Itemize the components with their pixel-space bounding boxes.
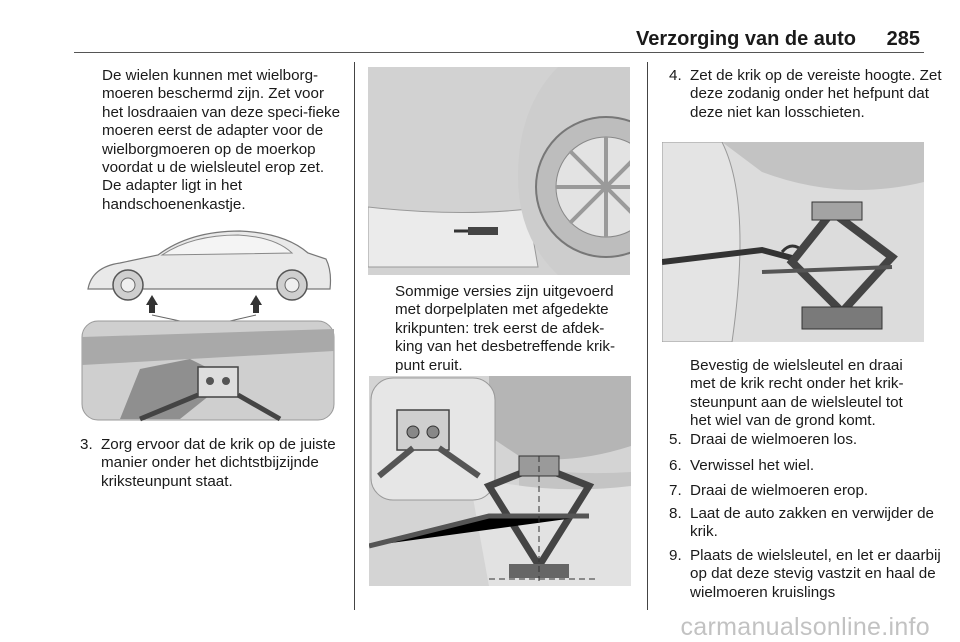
page-number: 285	[886, 28, 920, 50]
page-header	[74, 28, 924, 53]
step-number: 4.	[669, 67, 682, 84]
step-9	[669, 547, 952, 602]
step-3	[80, 436, 366, 491]
step-number: 5.	[669, 431, 682, 448]
step-text: Draai de wielmoeren los.	[690, 431, 858, 448]
step-6	[669, 457, 952, 475]
step-number: 9.	[669, 547, 682, 564]
note-paragraph: Sommige versies zijn uitgevoerd met dorpelplaten met afgedekte krikpunten: trek eerst de afdek-king van het desbetreffende krik-punt eruit.	[395, 283, 616, 374]
step-number: 6.	[669, 457, 682, 474]
jack-wheel-wrench-illustration	[662, 142, 924, 342]
step-text: Zorg ervoor dat de krik op de juiste manier onder het dichtstbijzijnde kriksteunpunt staat.	[101, 436, 336, 490]
intro-paragraph: De wielen kunnen met wielborg-moeren beschermd zijn. Zet voor het losdraaien van deze speci-fieke moeren eerst de adapter voor de wielborgmoeren op de moerkop voordat u de wielsleutel erop zet. De adapter ligt in het handschoenenkastje.	[102, 67, 341, 213]
step-text: Laat de auto zakken en verwijder de krik.	[690, 505, 935, 541]
column-divider-right	[647, 62, 648, 610]
step-number: 7.	[669, 482, 682, 499]
step-8	[669, 505, 952, 542]
step-number: 8.	[669, 505, 682, 522]
step-text: Zet de krik op de vereiste hoogte. Zet deze zodanig onder het hefpunt dat deze niet kan losschieten.	[690, 67, 942, 121]
step-5	[669, 431, 952, 449]
after-figure-paragraph: Bevestig de wielsleutel en draai met de krik recht onder het krik-steunpunt aan de wielsleutel tot het wiel van de grond komt.	[690, 357, 904, 430]
scissor-jack-placement-illustration	[369, 376, 631, 586]
column-divider-left	[354, 62, 355, 610]
step-text: Verwissel het wiel.	[690, 457, 815, 474]
section-title: Verzorging van de auto	[635, 28, 856, 50]
watermark: carmanualsonline.info	[680, 613, 930, 641]
car-jack-points-illustration	[80, 219, 336, 422]
step-4	[669, 67, 952, 122]
sill-cover-illustration	[368, 67, 630, 275]
step-number: 3.	[80, 436, 93, 453]
step-text: Plaats de wielsleutel, en let er daarbij op dat deze stevig vastzit en haal de wielmoeren kruislings	[690, 547, 941, 601]
step-text: Draai de wielmoeren erop.	[690, 482, 869, 499]
step-7	[669, 482, 952, 500]
